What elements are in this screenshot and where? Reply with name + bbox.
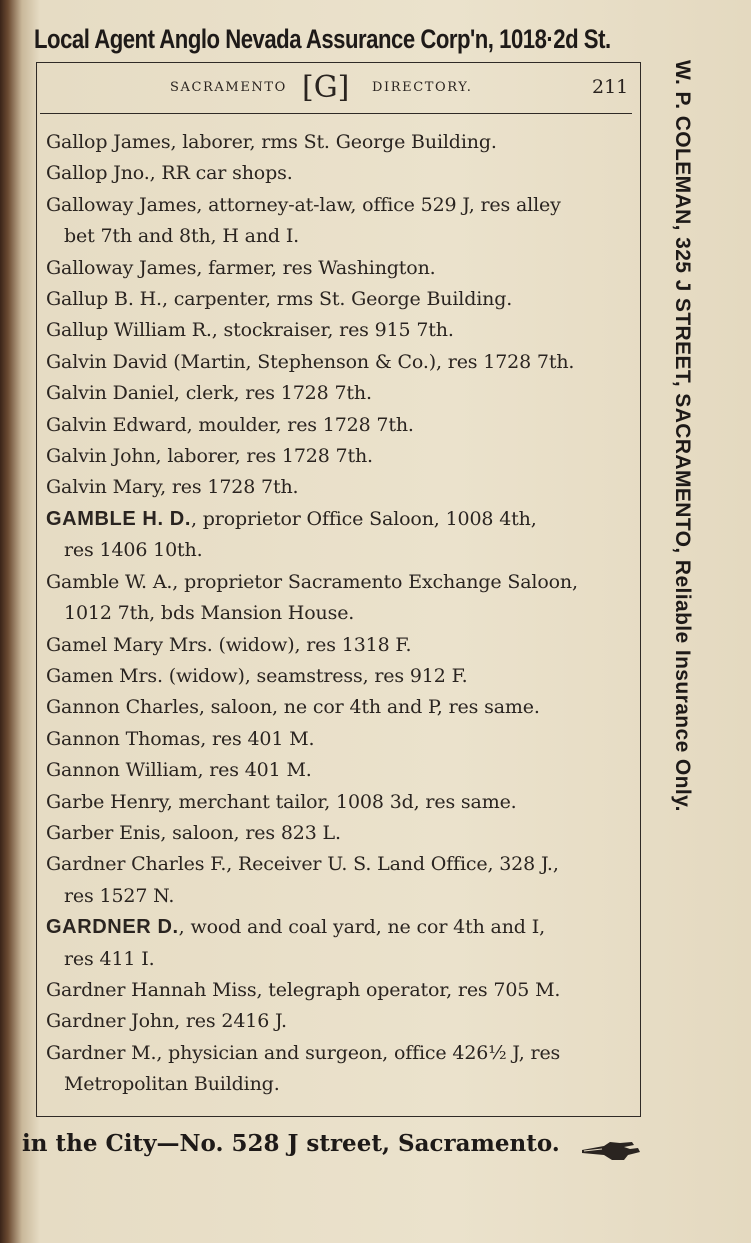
directory-entry — [46, 127, 631, 158]
directory-entry — [46, 661, 631, 692]
directory-entry — [46, 284, 631, 315]
directory-entry — [46, 849, 631, 912]
entry-line: Gardner Hannah Miss, telegraph operator, res 705 M. — [46, 978, 561, 1001]
entry-line: Galvin John, laborer, res 1728 7th. — [46, 445, 373, 468]
page-header — [40, 72, 635, 108]
directory-entry — [46, 472, 631, 503]
side-advertisement: W. P. COLEMAN, 325 J STREET, SACRAMENTO, Reliable Insurance Only. — [671, 60, 694, 812]
directory-entry — [46, 567, 631, 630]
entry-continuation: res 411 I. — [64, 947, 155, 970]
directory-entry — [46, 378, 631, 409]
directory-entry — [46, 787, 631, 818]
directory-entry — [46, 410, 631, 441]
entry-line: Gannon William, res 401 M. — [46, 759, 312, 782]
directory-entries — [46, 127, 631, 1101]
top-advertisement: Local Agent Anglo Nevada Assurance Corp'n, 1018·2d St. — [34, 24, 611, 54]
bottom-advertisement: in the City—No. 528 J street, Sacramento. — [22, 1130, 560, 1157]
directory-entry — [46, 630, 631, 661]
entry-continuation: res 1527 N. — [64, 884, 175, 907]
entry-line: Gardner John, res 2416 J. — [46, 1010, 287, 1033]
entry-line: Gallop Jno., RR car shops. — [46, 162, 293, 185]
entry-line: Galvin David (Martin, Stephenson & Co.), res 1728 7th. — [46, 350, 575, 373]
directory-entry — [46, 158, 631, 189]
entry-line: Gardner M., physician and surgeon, office 426½ J, res — [46, 1041, 561, 1064]
pointing-hand-icon — [580, 1136, 644, 1164]
entry-line: Gallop James, laborer, rms St. George Building. — [46, 131, 497, 153]
entry-line: Gamel Mary Mrs. (widow), res 1318 F. — [46, 633, 412, 656]
directory-entry — [46, 975, 631, 1006]
entry-line: Garber Enis, saloon, res 823 L. — [46, 821, 341, 844]
entry-text: , wood and coal yard, ne cor 4th and I, — [178, 916, 545, 939]
entry-continuation: res 1406 10th. — [64, 539, 203, 562]
entry-line: Gamen Mrs. (widow), seamstress, res 912 F. — [46, 664, 468, 687]
entry-bold-name: GARDNER D. — [46, 916, 179, 939]
entry-line: Galloway James, attorney-at-law, office 529 J, res alley — [46, 193, 561, 216]
entry-line: Gardner Charles F., Receiver U. S. Land Office, 328 J., — [46, 853, 559, 876]
directory-entry — [46, 504, 631, 567]
directory-entry — [46, 755, 631, 786]
entry-bold-name: GAMBLE H. D. — [46, 507, 191, 530]
directory-entry — [46, 818, 631, 849]
entry-line: Galloway James, farmer, res Washington. — [46, 256, 436, 279]
directory-entry — [46, 724, 631, 755]
header-city: SACRAMENTO — [170, 80, 287, 95]
entry-continuation: Metropolitan Building. — [64, 1073, 280, 1096]
entry-line — [46, 916, 545, 938]
page-number: 211 — [592, 76, 629, 98]
directory-entry — [46, 1006, 631, 1037]
directory-entry — [46, 692, 631, 723]
entry-continuation: 1012 7th, bds Mansion House. — [64, 602, 355, 625]
entry-text: , proprietor Office Saloon, 1008 4th, — [190, 507, 537, 530]
header-section-letter: [G] — [302, 70, 350, 105]
entry-line: Galvin Mary, res 1728 7th. — [46, 476, 299, 499]
entry-line: Gamble W. A., proprietor Sacramento Exchange Saloon, — [46, 570, 578, 593]
directory-entry — [46, 315, 631, 346]
directory-entry — [46, 1038, 631, 1101]
directory-entry — [46, 912, 631, 975]
entry-line: Gannon Charles, saloon, ne cor 4th and P, res same. — [46, 696, 540, 719]
entry-line: Galvin Edward, moulder, res 1728 7th. — [46, 413, 414, 436]
directory-entry — [46, 190, 631, 253]
directory-entry — [46, 253, 631, 284]
entry-line: Gallup William R., stockraiser, res 915 7th. — [46, 319, 454, 342]
directory-entry — [46, 347, 631, 378]
entry-line: Garbe Henry, merchant tailor, 1008 3d, res same. — [46, 790, 517, 813]
directory-entry — [46, 441, 631, 472]
entry-line: Gallup B. H., carpenter, rms St. George Building. — [46, 288, 513, 311]
header-divider — [40, 113, 632, 114]
entry-line — [46, 508, 537, 530]
entry-continuation: bet 7th and 8th, H and I. — [64, 225, 300, 248]
entry-line: Gannon Thomas, res 401 M. — [46, 727, 315, 750]
header-directory: DIRECTORY. — [372, 80, 473, 95]
entry-line: Galvin Daniel, clerk, res 1728 7th. — [46, 382, 372, 405]
